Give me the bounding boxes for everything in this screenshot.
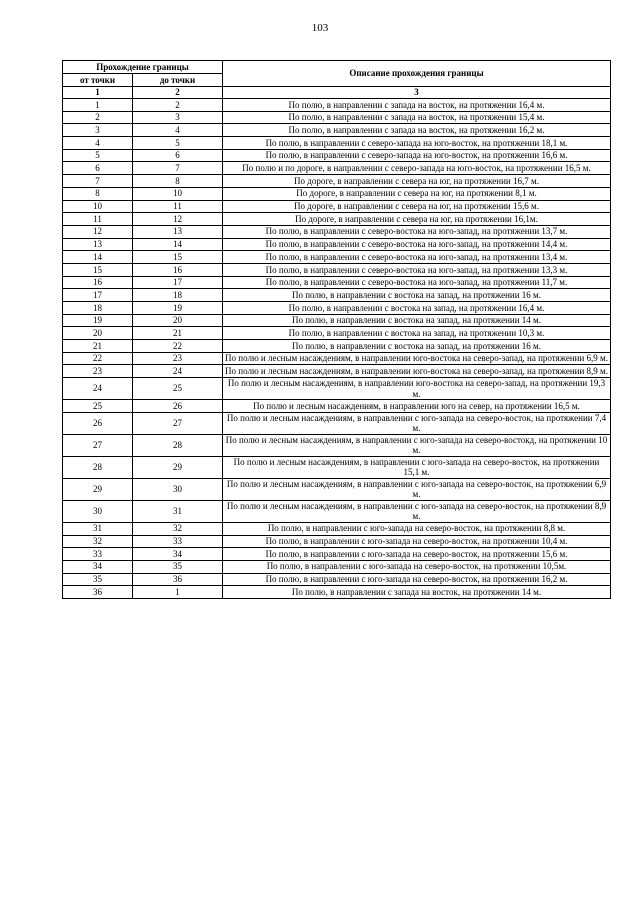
- table-row: [63, 289, 611, 302]
- cell-description: По полю, в направлении с юго-запада на северо-восток, на протяжении 8,8 м.: [223, 522, 611, 535]
- cell-description: По полю и лесным насаждениям, в направлении с юго-запада на северо-восток, на протяжении 7,4 м.: [223, 412, 611, 434]
- cell-description: По полю, в направлении с востока на запад, на протяжении 14 м.: [223, 314, 611, 327]
- cell-from-point: 31: [63, 522, 133, 535]
- cell-to-point: 16: [133, 263, 223, 276]
- cell-description: По полю, в направлении с востока на запад, на протяжении 16 м.: [223, 340, 611, 353]
- table-row: [63, 149, 611, 162]
- cell-from-point: 23: [63, 365, 133, 378]
- cell-from-point: 13: [63, 238, 133, 251]
- table-row: [63, 213, 611, 226]
- cell-from-point: 16: [63, 276, 133, 289]
- cell-to-point: 10: [133, 187, 223, 200]
- cell-description: По полю и лесным насаждениям, в направлении юго-востока на северо-запад, на протяжении 8,9 м.: [223, 365, 611, 378]
- cell-to-point: 30: [133, 478, 223, 500]
- cell-description: По полю, в направлении с северо-востока на юго-запад, на протяжении 11,7 м.: [223, 276, 611, 289]
- cell-to-point: 32: [133, 522, 223, 535]
- table-row: [63, 327, 611, 340]
- table-row: [63, 225, 611, 238]
- cell-to-point: 8: [133, 175, 223, 188]
- cell-to-point: 19: [133, 302, 223, 315]
- cell-from-point: 3: [63, 124, 133, 137]
- cell-description: По полю, в направлении с юго-запада на северо-восток, на протяжении 15,6 м.: [223, 548, 611, 561]
- cell-description: По дороге, в направлении с севера на юг, на протяжении 15,6 м.: [223, 200, 611, 213]
- table-row: [63, 263, 611, 276]
- cell-from-point: 27: [63, 434, 133, 456]
- table-row: [63, 302, 611, 315]
- cell-to-point: 3: [133, 111, 223, 124]
- cell-to-point: 35: [133, 560, 223, 573]
- column-number-3: 3: [223, 87, 611, 99]
- cell-to-point: 29: [133, 456, 223, 478]
- cell-from-point: 19: [63, 314, 133, 327]
- cell-description: По полю, в направлении с востока на запад, на протяжении 16 м.: [223, 289, 611, 302]
- cell-from-point: 2: [63, 111, 133, 124]
- cell-to-point: 2: [133, 99, 223, 112]
- cell-from-point: 1: [63, 99, 133, 112]
- header-description: Описание прохождения границы: [223, 61, 611, 87]
- cell-to-point: 1: [133, 586, 223, 599]
- table-row: [63, 314, 611, 327]
- cell-description: По полю, в направлении с юго-запада на северо-восток, на протяжении 10,4 м.: [223, 535, 611, 548]
- table-row: [63, 124, 611, 137]
- table-body: [63, 99, 611, 599]
- cell-to-point: 18: [133, 289, 223, 302]
- cell-to-point: 31: [133, 500, 223, 522]
- cell-to-point: 11: [133, 200, 223, 213]
- cell-from-point: 10: [63, 200, 133, 213]
- cell-description: По полю, в направлении с востока на запад, на протяжении 10,3 м.: [223, 327, 611, 340]
- table-row: [63, 137, 611, 150]
- cell-description: По полю, в направлении с северо-запада на юго-восток, на протяжении 18,1 м.: [223, 137, 611, 150]
- cell-from-point: 32: [63, 535, 133, 548]
- cell-description: По полю и лесным насаждениям, в направлении с юго-запада на северо-востокд, на протяжении 10 м.: [223, 434, 611, 456]
- cell-description: По полю и лесным насаждениям, в направлении юго на север, на протяжении 16,5 м.: [223, 400, 611, 413]
- table-row: [63, 478, 611, 500]
- cell-from-point: 30: [63, 500, 133, 522]
- table-row: [63, 560, 611, 573]
- cell-to-point: 25: [133, 378, 223, 400]
- cell-to-point: 21: [133, 327, 223, 340]
- table-row: [63, 365, 611, 378]
- cell-from-point: 22: [63, 352, 133, 365]
- table-row: [63, 500, 611, 522]
- cell-description: По полю, в направлении с запада на восток, на протяжении 16,4 м.: [223, 99, 611, 112]
- cell-to-point: 6: [133, 149, 223, 162]
- cell-description: По полю и лесным насаждениям, в направлении с юго-запада на северо-восток, на протяжении 8,9 м.: [223, 500, 611, 522]
- cell-description: По полю и лесным насаждениям, в направлении юго-востока на северо-запад, на протяжении 19,3 м.: [223, 378, 611, 400]
- table-row: [63, 276, 611, 289]
- cell-from-point: 17: [63, 289, 133, 302]
- column-number-1: 1: [63, 87, 133, 99]
- cell-from-point: 25: [63, 400, 133, 413]
- cell-description: По полю, в направлении с востока на запад, на протяжении 16,4 м.: [223, 302, 611, 315]
- table-row: [63, 352, 611, 365]
- table-row: [63, 175, 611, 188]
- cell-to-point: 23: [133, 352, 223, 365]
- cell-to-point: 27: [133, 412, 223, 434]
- cell-description: По полю, в направлении с северо-востока на юго-запад, на протяжении 13,7 м.: [223, 225, 611, 238]
- cell-from-point: 4: [63, 137, 133, 150]
- cell-from-point: 8: [63, 187, 133, 200]
- cell-to-point: 36: [133, 573, 223, 586]
- table-row: [63, 434, 611, 456]
- cell-from-point: 5: [63, 149, 133, 162]
- cell-from-point: 21: [63, 340, 133, 353]
- cell-to-point: 24: [133, 365, 223, 378]
- cell-to-point: 15: [133, 251, 223, 264]
- cell-description: По полю, в направлении с северо-запада на юго-восток, на протяжении 16,6 м.: [223, 149, 611, 162]
- cell-from-point: 11: [63, 213, 133, 226]
- header-to-point: до точки: [133, 74, 223, 87]
- table-row: [63, 573, 611, 586]
- table-row: [63, 535, 611, 548]
- cell-description: По полю, в направлении с запада на восток, на протяжении 15,4 м.: [223, 111, 611, 124]
- cell-to-point: 14: [133, 238, 223, 251]
- table-row: [63, 111, 611, 124]
- cell-to-point: 13: [133, 225, 223, 238]
- table-row: [63, 238, 611, 251]
- cell-description: По полю и лесным насаждениям, в направлении с юго-запада на северо-восток, на протяжении 15,1 м.: [223, 456, 611, 478]
- table-row: [63, 187, 611, 200]
- cell-to-point: 22: [133, 340, 223, 353]
- cell-description: По полю, в направлении с северо-востока на юго-запад, на протяжении 13,4 м.: [223, 251, 611, 264]
- cell-description: По дороге, в направлении с севера на юг, на протяжении 16,7 м.: [223, 175, 611, 188]
- cell-from-point: 15: [63, 263, 133, 276]
- cell-description: По полю, в направлении с юго-запада на северо-восток, на протяжении 16,2 м.: [223, 573, 611, 586]
- cell-from-point: 20: [63, 327, 133, 340]
- table-row: [63, 586, 611, 599]
- page-number: 103: [311, 22, 329, 34]
- cell-from-point: 18: [63, 302, 133, 315]
- cell-from-point: 28: [63, 456, 133, 478]
- cell-from-point: 12: [63, 225, 133, 238]
- table-row: [63, 99, 611, 112]
- cell-description: По полю, в направлении с запада на восток, на протяжении 14 м.: [223, 586, 611, 599]
- cell-to-point: 7: [133, 162, 223, 175]
- cell-to-point: 33: [133, 535, 223, 548]
- cell-from-point: 33: [63, 548, 133, 561]
- cell-to-point: 12: [133, 213, 223, 226]
- cell-from-point: 14: [63, 251, 133, 264]
- cell-description: По полю, в направлении с северо-востока на юго-запад, на протяжении 14,4 м.: [223, 238, 611, 251]
- table-row: [63, 548, 611, 561]
- cell-from-point: 29: [63, 478, 133, 500]
- cell-description: По полю, в направлении с юго-запада на северо-восток, на протяжении 10,5м.: [223, 560, 611, 573]
- cell-from-point: 36: [63, 586, 133, 599]
- header-boundary-passage: Прохождение границы: [63, 61, 223, 74]
- cell-description: По полю и по дороге, в направлении с северо-запада на юго-восток, на протяжении 16,5 м.: [223, 162, 611, 175]
- table-row: [63, 456, 611, 478]
- cell-description: По полю, в направлении с запада на восток, на протяжении 16,2 м.: [223, 124, 611, 137]
- cell-from-point: 6: [63, 162, 133, 175]
- cell-from-point: 34: [63, 560, 133, 573]
- cell-description: По полю, в направлении с северо-востока на юго-запад, на протяжении 13,3 м.: [223, 263, 611, 276]
- table-row: [63, 400, 611, 413]
- table-row: [63, 412, 611, 434]
- cell-to-point: 28: [133, 434, 223, 456]
- table-row: [63, 251, 611, 264]
- cell-description: По полю и лесным насаждениям, в направлении с юго-запада на северо-восток, на протяжении 6,9 м.: [223, 478, 611, 500]
- cell-to-point: 34: [133, 548, 223, 561]
- cell-description: По дороге, в направлении с севера на юг, на протяжении 8,1 м.: [223, 187, 611, 200]
- boundary-table: [62, 60, 611, 599]
- cell-from-point: 35: [63, 573, 133, 586]
- cell-to-point: 5: [133, 137, 223, 150]
- cell-from-point: 7: [63, 175, 133, 188]
- table-row: [63, 200, 611, 213]
- cell-description: По дороге, в направлении с севера на юг, на протяжении 16,1м.: [223, 213, 611, 226]
- table-row: [63, 162, 611, 175]
- cell-to-point: 17: [133, 276, 223, 289]
- table-row: [63, 378, 611, 400]
- cell-to-point: 4: [133, 124, 223, 137]
- cell-from-point: 26: [63, 412, 133, 434]
- header-from-point: от точки: [63, 74, 133, 87]
- column-number-2: 2: [133, 87, 223, 99]
- cell-to-point: 26: [133, 400, 223, 413]
- cell-from-point: 24: [63, 378, 133, 400]
- cell-description: По полю и лесным насаждениям, в направлении юго-востока на северо-запад, на протяжении 6,9 м.: [223, 352, 611, 365]
- table-row: [63, 522, 611, 535]
- cell-to-point: 20: [133, 314, 223, 327]
- table-row: [63, 340, 611, 353]
